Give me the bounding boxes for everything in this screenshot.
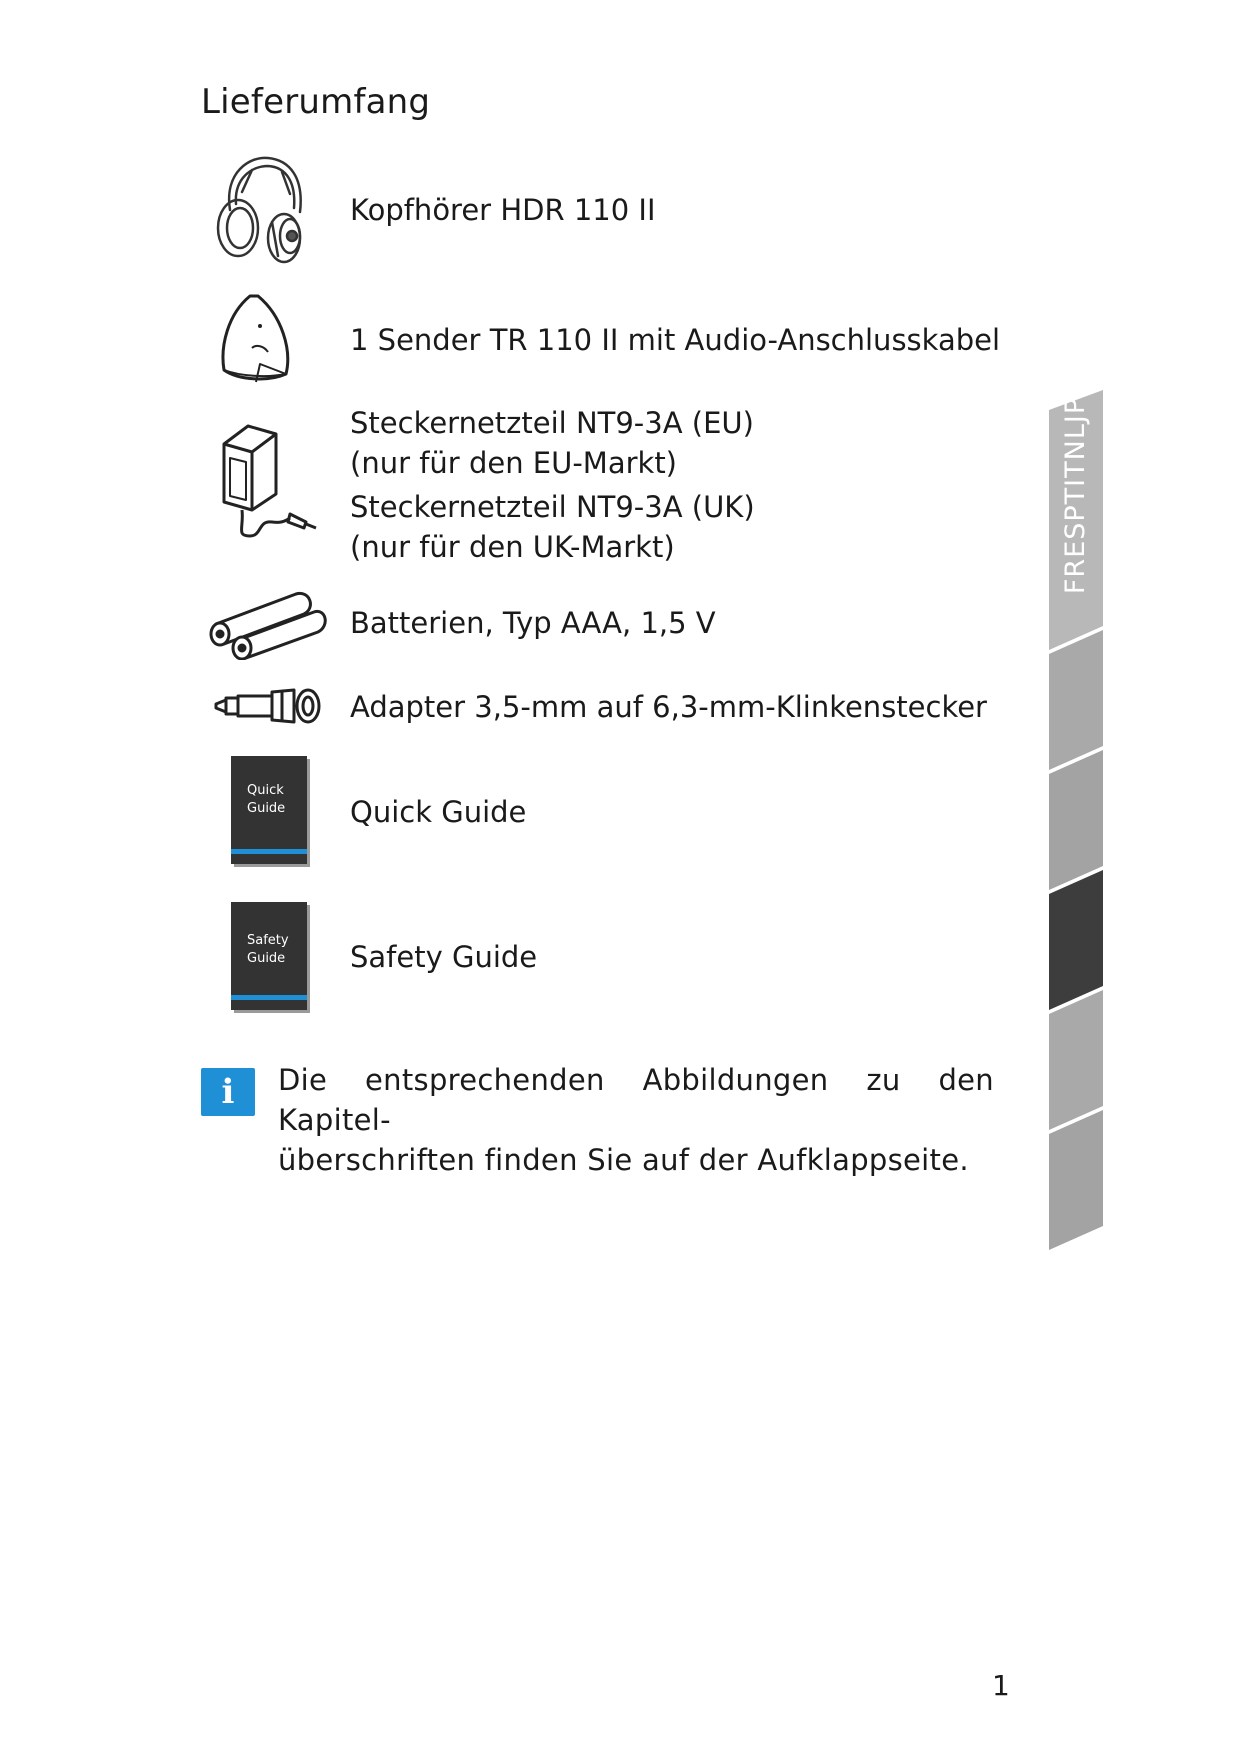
item-safety-guide-label: Safety Guide — [350, 940, 538, 974]
chapter-tab-5[interactable] — [1049, 990, 1103, 1130]
info-note — [278, 1060, 994, 1180]
page-title: Lieferumfang — [201, 82, 431, 122]
item-jack-adapter-label: Adapter 3,5-mm auf 6,3-mm-Klinkenstecker — [350, 690, 987, 724]
safety-guide-booklet-icon — [231, 902, 307, 1010]
quick-guide-cover-text: Quick Guide — [247, 783, 286, 816]
item-power-adapter-line-2: (nur für den EU-Markt) — [350, 446, 678, 480]
chapter-tab-label-text: FRESPTITNLJP — [1060, 396, 1092, 594]
item-batteries-label: Batterien, Typ AAA, 1,5 V — [350, 606, 716, 640]
safety-guide-cover-text: Safety Guide — [247, 933, 289, 966]
item-power-adapter-line-1: Steckernetzteil NT9-3A (EU) — [350, 406, 754, 440]
info-icon: i — [201, 1068, 255, 1116]
chapter-tab-6[interactable] — [1049, 1110, 1103, 1250]
page-number: 1 — [992, 1669, 1010, 1702]
info-note-line-2: überschriften finden Sie auf der Aufklappseite. — [278, 1143, 969, 1177]
quick-guide-booklet-icon — [231, 756, 307, 864]
power-adapter-icon — [214, 418, 320, 540]
item-power-adapter-line-4: (nur für den UK-Markt) — [350, 530, 675, 564]
safety-guide-cover-stripe — [231, 995, 307, 1000]
batteries-icon — [206, 584, 328, 660]
chapter-tab-4[interactable] — [1049, 870, 1103, 1010]
item-power-adapter-line-3: Steckernetzteil NT9-3A (UK) — [350, 490, 755, 524]
info-note-line-1: Die entsprechenden Abbildungen zu den Kapitel- — [278, 1063, 994, 1137]
chapter-tab-2[interactable] — [1049, 630, 1103, 770]
jack-adapter-icon — [212, 684, 322, 728]
chapter-tab-3[interactable] — [1049, 750, 1103, 890]
chapter-tab-label — [1049, 395, 1103, 595]
quick-guide-cover-stripe — [231, 849, 307, 854]
item-headphones-label: Kopfhörer HDR 110 II — [350, 193, 656, 227]
transmitter-icon — [216, 290, 296, 386]
item-quick-guide-label: Quick Guide — [350, 795, 527, 829]
item-transmitter-label: 1 Sender TR 110 II mit Audio-Anschlusskabel — [350, 323, 1001, 357]
headphones-icon — [212, 152, 312, 268]
